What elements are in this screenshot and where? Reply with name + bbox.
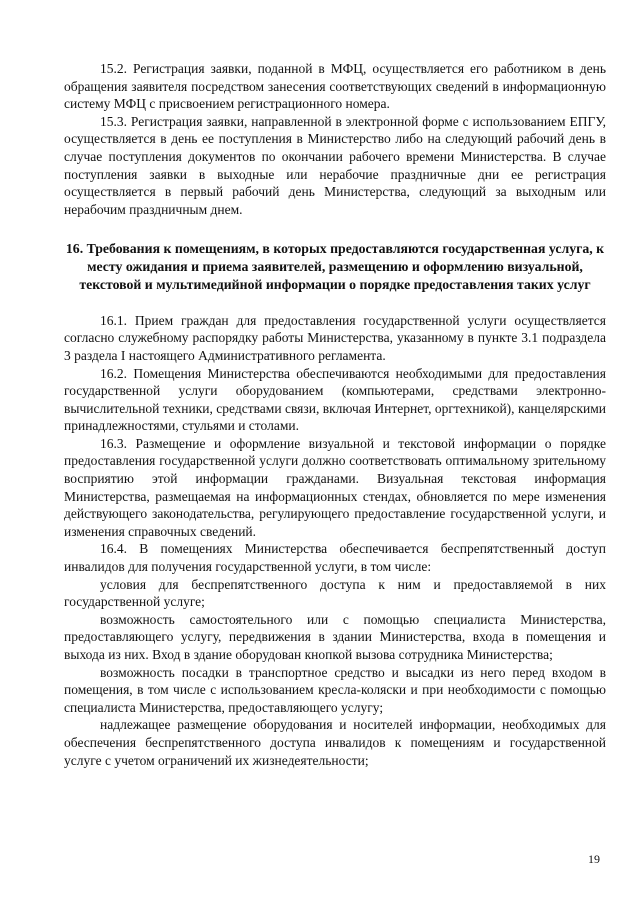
paragraph-15-2: 15.2. Регистрация заявки, поданной в МФЦ, осуществляется его работником в день обращения заявителя посредством занесения соответствующих сведений в информационную систему МФЦ с присвоением регистрационного номера. <box>64 61 606 112</box>
document-page <box>64 60 606 769</box>
paragraph-16-2: 16.2. Помещения Министерства обеспечиваются необходимыми для предоставления государственной услуги оборудованием (компьютерами, средствами электронно-вычислительной техники, средствами связи, включая Интернет, оргтехникой), канцелярскими принадлежностями, стульями и столами. <box>64 365 606 434</box>
list-item-movement: возможность самостоятельного или с помощью специалиста Министерства, предоставляющего услугу, передвижения в здании Министерства, входа в помещения и выхода из них. Вход в здание оборудован кнопкой вызова сотрудника Министерства; <box>64 611 606 663</box>
page-number: 19 <box>588 852 600 866</box>
paragraph-15-3: 15.3. Регистрация заявки, направленной в электронной форме с использованием ЕПГУ, осуществляется в день ее поступления в Министерство либо на следующий рабочий день в случае поступления документов по окончании рабочего времени Министерства. В случае поступления заявки в выходные или нерабочие праздничные дни ее регистрация осуществляется в первый рабочий день Министерства, следующий за выходным или нерабочим праздничным днем. <box>64 113 606 217</box>
paragraph-16-4: 16.4. В помещениях Министерства обеспечивается беспрепятственный доступ инвалидов для получения государственной услуги, в том числе: <box>64 541 606 575</box>
paragraph-16-3: 16.3. Размещение и оформление визуальной и текстовой информации о порядке предоставления государственной услуги должно соответствовать оптимальному зрительному восприятию этой информации гражданами. Визуальная текстовая информация Министерства, размещаемая на информационных стендах, обновляется по мере изменения действующего законодательства, регулирующего предоставление государственной услуги, и изменения справочных сведений. <box>64 435 606 539</box>
section-heading-16: 16. Требования к помещениям, в которых предоставляются государственная услуга, к месту ожидания и приема заявителей, размещению и оформлению визуальной, текстовой и мультимедийной информации о порядке предоставления таких услуг <box>65 241 605 292</box>
paragraph-16-1: 16.1. Прием граждан для предоставления государственной услуги осуществляется согласно служебному распорядку работы Министерства, указанному в пункте 3.1 подраздела 3 раздела I настоящего Административного регламента. <box>64 312 606 363</box>
list-item-access-conditions: условия для беспрепятственного доступа к ним и предоставляемой в них государственной услуге; <box>64 576 606 610</box>
list-item-equipment: надлежащее размещение оборудования и носителей информации, необходимых для обеспечения беспрепятственного доступа инвалидов к помещениям и государственной услуге с учетом ограничений их жизнедеятельности; <box>64 717 606 768</box>
list-item-transport: возможность посадки в транспортное средство и высадки из него перед входом в помещения, в том числе с использованием кресла-коляски и при необходимости с помощью специалиста Министерства, предоставляющего услугу; <box>64 664 606 715</box>
